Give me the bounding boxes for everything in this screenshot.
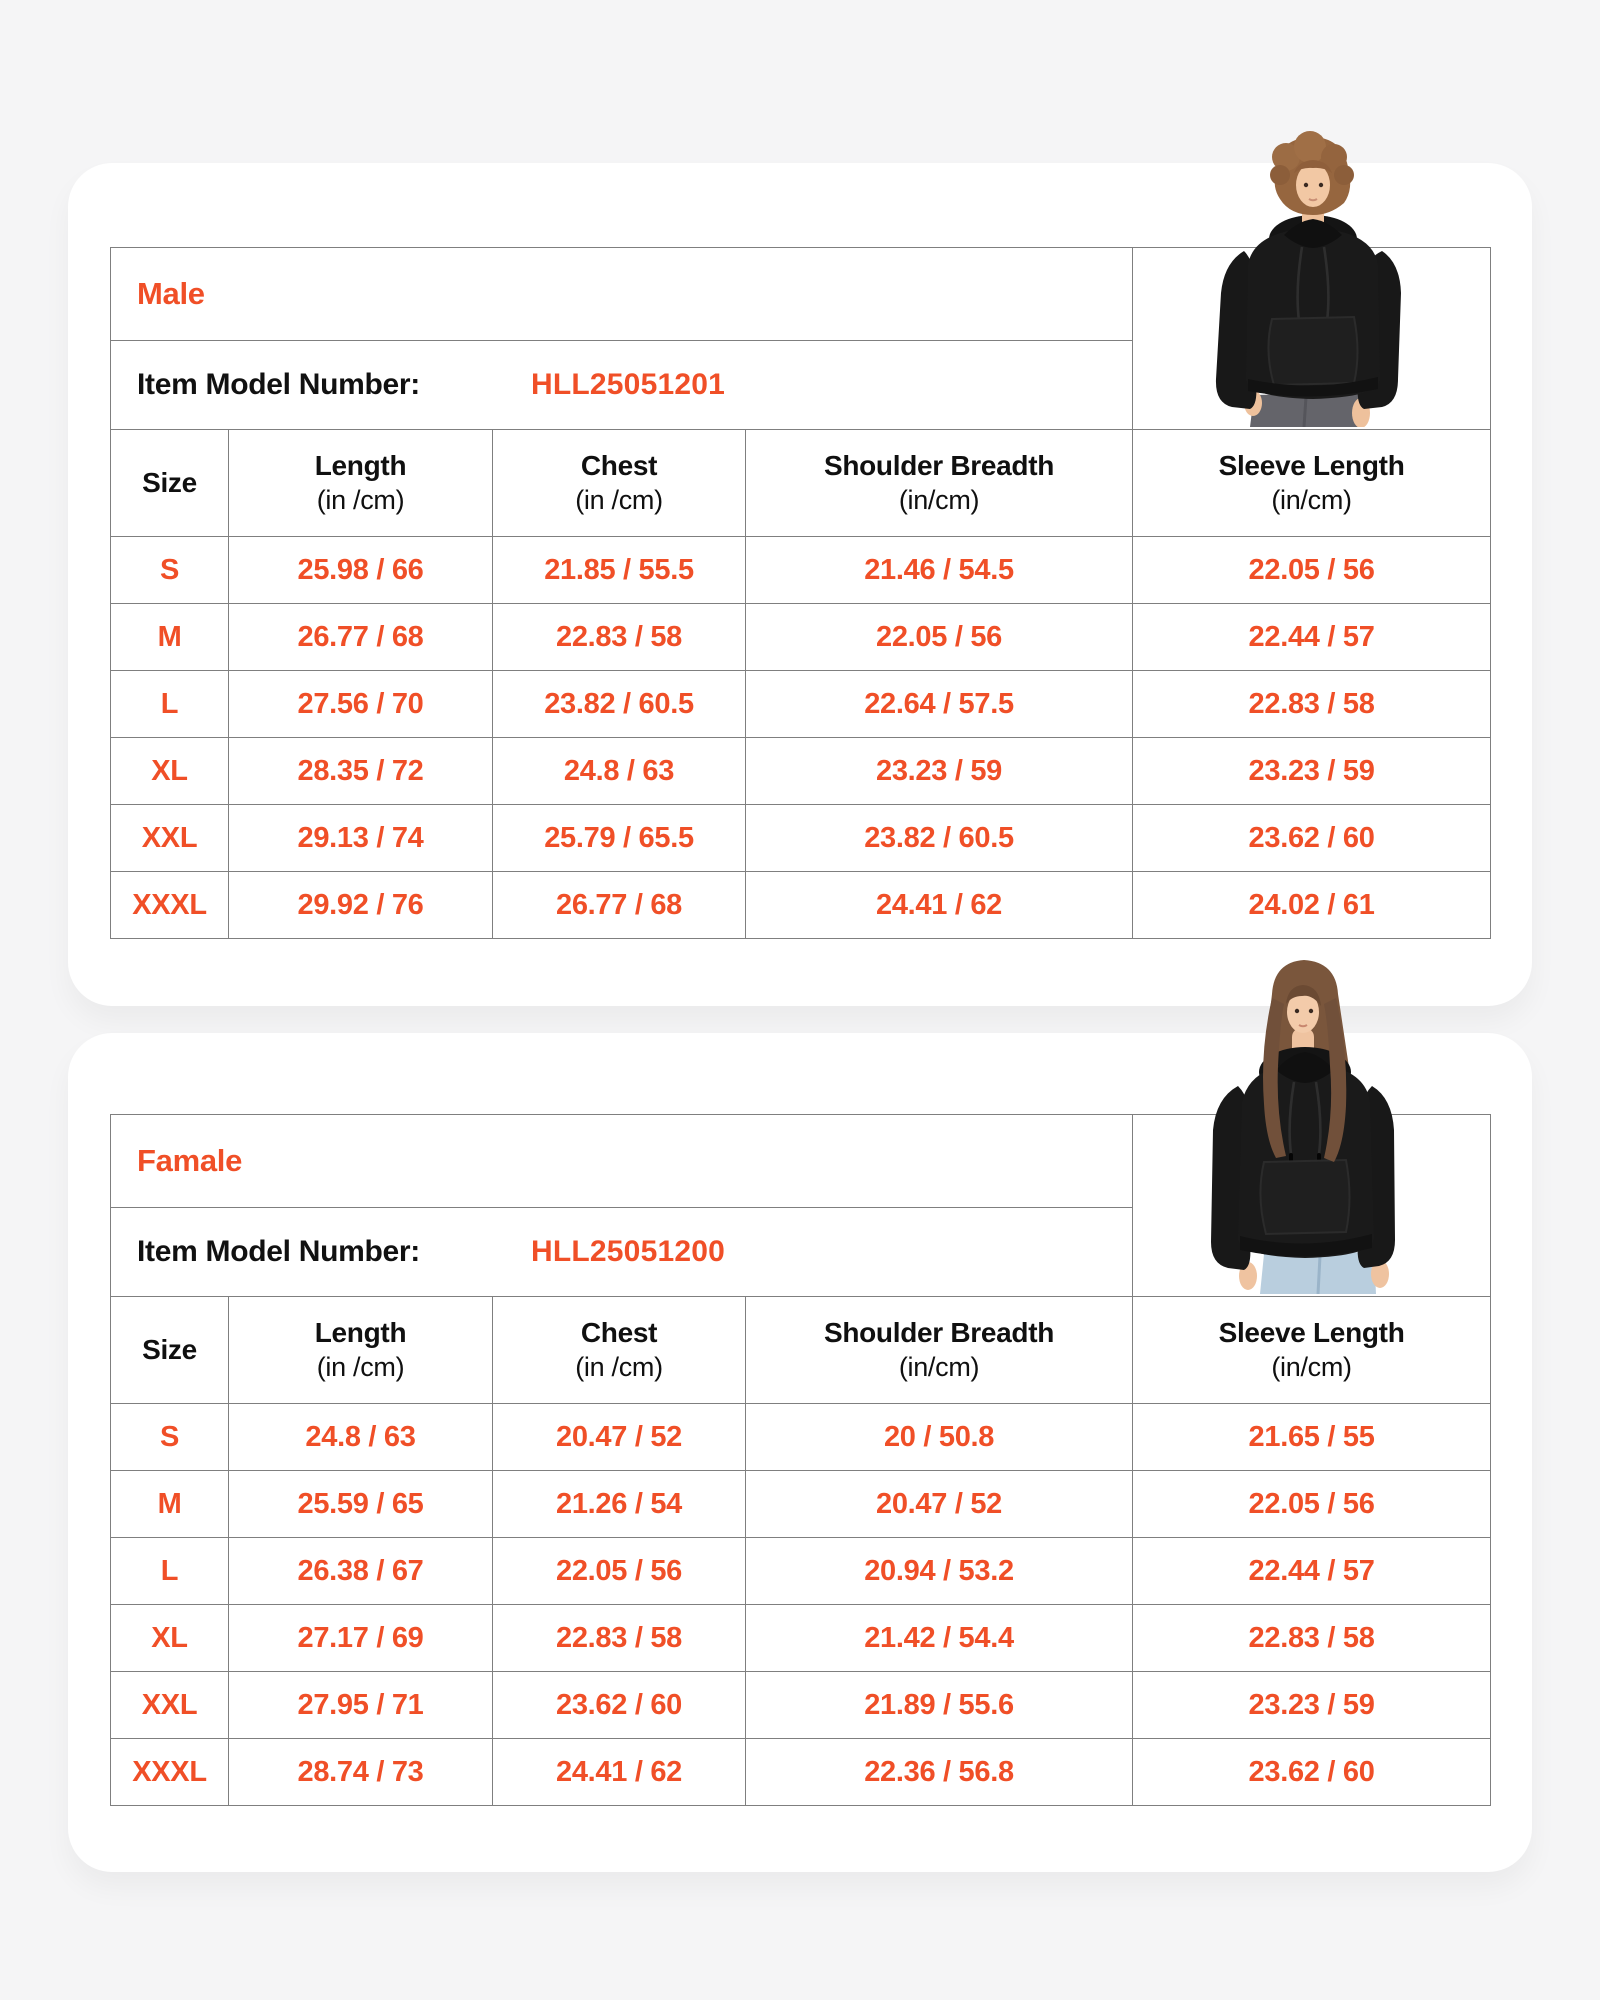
sleeve-length-cell: 22.83 / 58 bbox=[1133, 1605, 1491, 1672]
size-cell: M bbox=[111, 1471, 229, 1538]
shoulder-breadth-cell: 23.23 / 59 bbox=[746, 738, 1133, 805]
male-size-chart-card bbox=[68, 163, 1532, 1006]
length-cell: 27.95 / 71 bbox=[229, 1672, 493, 1739]
gender-label: Famale bbox=[111, 1115, 1133, 1208]
length-cell: 27.17 / 69 bbox=[229, 1605, 493, 1672]
gender-row bbox=[111, 248, 1491, 341]
sleeve-length-cell: 22.44 / 57 bbox=[1133, 604, 1491, 671]
size-cell: XL bbox=[111, 1605, 229, 1672]
length-cell: 25.98 / 66 bbox=[229, 537, 493, 604]
column-header-shoulder-breadth: Shoulder Breadth (in/cm) bbox=[746, 1297, 1133, 1404]
chest-cell: 22.83 / 58 bbox=[493, 604, 746, 671]
shoulder-breadth-cell: 22.36 / 56.8 bbox=[746, 1739, 1133, 1806]
shoulder-breadth-cell: 22.05 / 56 bbox=[746, 604, 1133, 671]
gender-row bbox=[111, 1115, 1491, 1208]
shoulder-breadth-cell: 20.47 / 52 bbox=[746, 1471, 1133, 1538]
item-model-label: Item Model Number: bbox=[137, 368, 420, 401]
size-cell: M bbox=[111, 604, 229, 671]
length-cell: 28.74 / 73 bbox=[229, 1739, 493, 1806]
column-header-size: Size bbox=[111, 1297, 229, 1404]
model-eye bbox=[1295, 1009, 1299, 1013]
table-row bbox=[111, 1672, 1491, 1739]
shoulder-breadth-cell: 21.42 / 54.4 bbox=[746, 1605, 1133, 1672]
chest-cell: 20.47 / 52 bbox=[493, 1404, 746, 1471]
chest-cell: 22.05 / 56 bbox=[493, 1538, 746, 1605]
table-row bbox=[111, 738, 1491, 805]
sleeve-length-cell: 22.05 / 56 bbox=[1133, 537, 1491, 604]
column-header-chest: Chest (in /cm) bbox=[493, 1297, 746, 1404]
size-cell: S bbox=[111, 537, 229, 604]
chest-cell: 25.79 / 65.5 bbox=[493, 805, 746, 872]
item-model-number: HLL25051201 bbox=[531, 368, 725, 401]
table-row bbox=[111, 1538, 1491, 1605]
size-cell: XXL bbox=[111, 805, 229, 872]
model-eye bbox=[1309, 1009, 1313, 1013]
table-row bbox=[111, 604, 1491, 671]
column-header-chest: Chest (in /cm) bbox=[493, 430, 746, 537]
table-row bbox=[111, 1739, 1491, 1806]
item-model-number: HLL25051200 bbox=[531, 1235, 725, 1268]
length-cell: 27.56 / 70 bbox=[229, 671, 493, 738]
shoulder-breadth-cell: 20.94 / 53.2 bbox=[746, 1538, 1133, 1605]
sleeve-length-cell: 24.02 / 61 bbox=[1133, 872, 1491, 939]
sleeve-length-cell: 23.23 / 59 bbox=[1133, 738, 1491, 805]
item-model-label: Item Model Number: bbox=[137, 1235, 420, 1268]
size-cell: XXL bbox=[111, 1672, 229, 1739]
column-header-shoulder-breadth: Shoulder Breadth (in/cm) bbox=[746, 430, 1133, 537]
table-row bbox=[111, 1404, 1491, 1471]
header-row bbox=[111, 430, 1491, 537]
column-header-sleeve-length: Sleeve Length (in/cm) bbox=[1133, 1297, 1491, 1404]
sleeve-length-cell: 21.65 / 55 bbox=[1133, 1404, 1491, 1471]
model-mouth bbox=[1299, 1025, 1307, 1026]
chest-cell: 21.26 / 54 bbox=[493, 1471, 746, 1538]
chest-cell: 23.82 / 60.5 bbox=[493, 671, 746, 738]
female-size-chart-card bbox=[68, 1033, 1532, 1872]
column-header-length: Length (in /cm) bbox=[229, 1297, 493, 1404]
shoulder-breadth-cell: 21.89 / 55.6 bbox=[746, 1672, 1133, 1739]
length-cell: 24.8 / 63 bbox=[229, 1404, 493, 1471]
model-photo-cell bbox=[1133, 248, 1491, 430]
item-model-cell bbox=[111, 1208, 1133, 1297]
length-cell: 29.13 / 74 bbox=[229, 805, 493, 872]
sleeve-length-cell: 22.44 / 57 bbox=[1133, 1538, 1491, 1605]
size-cell: L bbox=[111, 671, 229, 738]
table-row bbox=[111, 872, 1491, 939]
table-row bbox=[111, 1471, 1491, 1538]
length-cell: 26.77 / 68 bbox=[229, 604, 493, 671]
column-header-size: Size bbox=[111, 430, 229, 537]
item-model-cell bbox=[111, 341, 1133, 430]
size-cell: L bbox=[111, 1538, 229, 1605]
header-row bbox=[111, 1297, 1491, 1404]
chest-cell: 21.85 / 55.5 bbox=[493, 537, 746, 604]
column-header-sleeve-length: Sleeve Length (in/cm) bbox=[1133, 430, 1491, 537]
sleeve-length-cell: 23.62 / 60 bbox=[1133, 1739, 1491, 1806]
gender-label: Male bbox=[111, 248, 1133, 341]
model-photo-cell bbox=[1133, 1115, 1491, 1297]
sleeve-length-cell: 22.05 / 56 bbox=[1133, 1471, 1491, 1538]
hair-curl bbox=[1294, 131, 1326, 163]
length-cell: 29.92 / 76 bbox=[229, 872, 493, 939]
shoulder-breadth-cell: 24.41 / 62 bbox=[746, 872, 1133, 939]
shoulder-breadth-cell: 21.46 / 54.5 bbox=[746, 537, 1133, 604]
shoulder-breadth-cell: 22.64 / 57.5 bbox=[746, 671, 1133, 738]
size-cell: XXXL bbox=[111, 1739, 229, 1806]
male-size-table bbox=[110, 247, 1491, 939]
size-cell: S bbox=[111, 1404, 229, 1471]
column-header-length: Length (in /cm) bbox=[229, 430, 493, 537]
table-row bbox=[111, 805, 1491, 872]
length-cell: 26.38 / 67 bbox=[229, 1538, 493, 1605]
chest-cell: 24.41 / 62 bbox=[493, 1739, 746, 1806]
sleeve-length-cell: 23.23 / 59 bbox=[1133, 1672, 1491, 1739]
chest-cell: 23.62 / 60 bbox=[493, 1672, 746, 1739]
female-size-table bbox=[110, 1114, 1491, 1806]
table-row bbox=[111, 671, 1491, 738]
table-row bbox=[111, 1605, 1491, 1672]
sleeve-length-cell: 23.62 / 60 bbox=[1133, 805, 1491, 872]
length-cell: 25.59 / 65 bbox=[229, 1471, 493, 1538]
shoulder-breadth-cell: 20 / 50.8 bbox=[746, 1404, 1133, 1471]
length-cell: 28.35 / 72 bbox=[229, 738, 493, 805]
chest-cell: 26.77 / 68 bbox=[493, 872, 746, 939]
sleeve-length-cell: 22.83 / 58 bbox=[1133, 671, 1491, 738]
size-cell: XXXL bbox=[111, 872, 229, 939]
female-size-rows bbox=[111, 1404, 1491, 1806]
size-cell: XL bbox=[111, 738, 229, 805]
male-size-rows bbox=[111, 537, 1491, 939]
chest-cell: 22.83 / 58 bbox=[493, 1605, 746, 1672]
chest-cell: 24.8 / 63 bbox=[493, 738, 746, 805]
table-row bbox=[111, 537, 1491, 604]
shoulder-breadth-cell: 23.82 / 60.5 bbox=[746, 805, 1133, 872]
